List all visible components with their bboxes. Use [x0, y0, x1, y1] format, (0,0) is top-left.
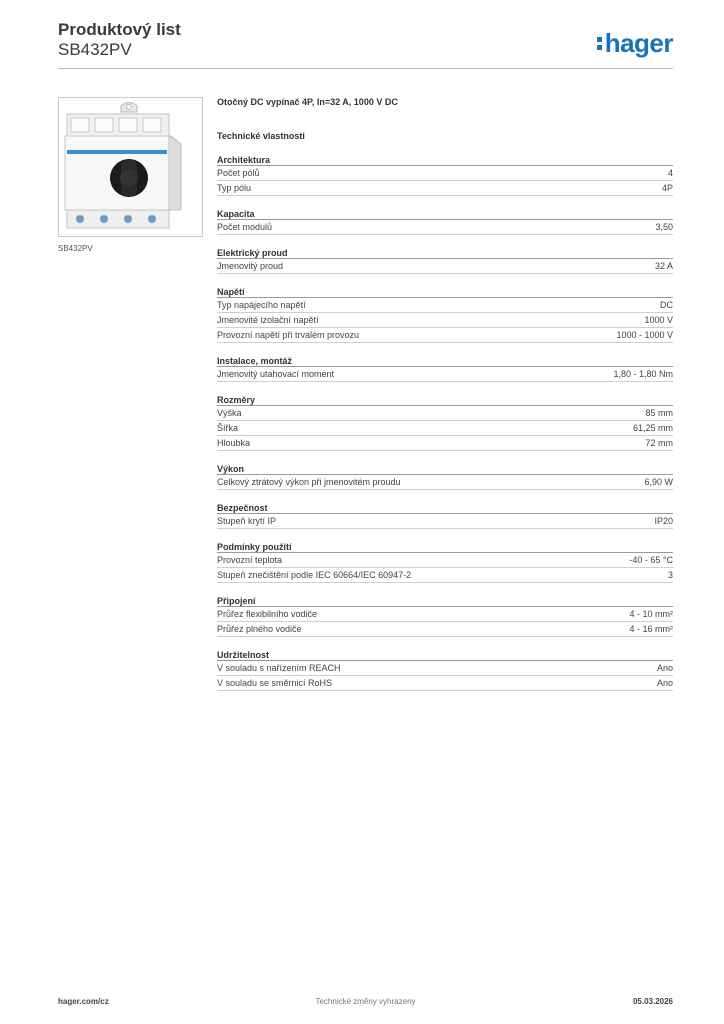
spec-groups	[217, 155, 673, 691]
spec-value: 1000 V	[644, 315, 673, 325]
spec-value: 4 - 10 mm²	[629, 609, 673, 619]
spec-label: Průřez flexibilního vodiče	[217, 609, 318, 619]
spec-group-title: Instalace, montáž	[217, 356, 673, 367]
spec-row	[217, 181, 673, 196]
spec-content	[217, 97, 673, 691]
spec-row	[217, 406, 673, 421]
spec-row	[217, 328, 673, 343]
logo-text: hager	[604, 28, 673, 58]
spec-value: 1,80 - 1,80 Nm	[613, 369, 673, 379]
product-image	[58, 97, 203, 237]
product-code: SB432PV	[58, 40, 132, 59]
footer-notice: Technické změny vyhrazeny	[315, 997, 416, 1006]
spec-group	[217, 650, 673, 691]
spec-group-title: Rozměry	[217, 395, 673, 406]
spec-value: -40 - 65 °C	[629, 555, 673, 565]
spec-value: 4	[667, 168, 673, 178]
spec-label: Stupeň znečištění podle IEC 60664/IEC 60947-2	[217, 570, 412, 580]
spec-label: V souladu s nařízením REACH	[217, 663, 341, 673]
spec-row	[217, 607, 673, 622]
spec-row	[217, 475, 673, 490]
spec-group-title: Připojení	[217, 596, 673, 607]
spec-row	[217, 568, 673, 583]
spec-group	[217, 356, 673, 382]
spec-row	[217, 259, 673, 274]
product-description: Otočný DC vypínač 4P, In=32 A, 1000 V DC	[217, 97, 398, 107]
spec-value: 72 mm	[645, 438, 673, 448]
spec-group	[217, 395, 673, 451]
spec-row	[217, 676, 673, 691]
spec-row	[217, 421, 673, 436]
spec-row	[217, 661, 673, 676]
spec-label: Šířka	[217, 423, 239, 433]
spec-row	[217, 514, 673, 529]
spec-value: Ano	[656, 678, 673, 688]
spec-value: 61,25 mm	[632, 423, 673, 433]
spec-value: 3	[667, 570, 673, 580]
spec-group-title: Kapacita	[217, 209, 673, 220]
spec-group	[217, 155, 673, 196]
spec-group	[217, 209, 673, 235]
spec-group	[217, 248, 673, 274]
spec-row	[217, 553, 673, 568]
spec-group-title: Bezpečnost	[217, 503, 673, 514]
spec-group-title: Napětí	[217, 287, 673, 298]
spec-label: Počet modulů	[217, 222, 273, 232]
spec-group	[217, 287, 673, 343]
spec-value: 6,90 W	[644, 477, 673, 487]
spec-row	[217, 367, 673, 382]
spec-label: Provozní teplota	[217, 555, 283, 565]
logo-mark-icon	[597, 35, 603, 51]
spec-group-title: Podmínky použití	[217, 542, 673, 553]
spec-group	[217, 464, 673, 490]
footer-date: 05.03.2026	[632, 997, 673, 1006]
spec-value: DC	[660, 300, 673, 310]
spec-group	[217, 542, 673, 583]
spec-label: Počet pólů	[217, 168, 260, 178]
spec-value: 4 - 16 mm²	[629, 624, 673, 634]
spec-value: 4P	[661, 183, 673, 193]
spec-group-title: Architektura	[217, 155, 673, 166]
spec-value: 32 A	[654, 261, 673, 271]
spec-label: Celkový ztrátový výkon při jmenovitém proudu	[217, 477, 401, 487]
spec-row	[217, 166, 673, 181]
spec-value: 85 mm	[645, 408, 673, 418]
image-caption: SB432PV	[58, 244, 93, 253]
footer-website[interactable]: hager.com/cz	[58, 997, 109, 1006]
spec-value: Ano	[656, 663, 673, 673]
spec-label: Jmenovitý utahovací moment	[217, 369, 335, 379]
spec-row	[217, 436, 673, 451]
spec-label: Výška	[217, 408, 242, 418]
spec-group	[217, 596, 673, 637]
spec-heading: Technické vlastnosti	[217, 131, 305, 141]
spec-group-title: Udržitelnost	[217, 650, 673, 661]
spec-label: Průřez plného vodiče	[217, 624, 302, 634]
document-title: Produktový list	[58, 20, 181, 39]
spec-label: Stupeň krytí IP	[217, 516, 277, 526]
hager-logo	[597, 28, 673, 59]
spec-group	[217, 503, 673, 529]
spec-label: V souladu se směrnicí RoHS	[217, 678, 333, 688]
rotary-switch-illustration	[59, 98, 202, 236]
spec-value: IP20	[654, 516, 673, 526]
spec-row	[217, 622, 673, 637]
spec-label: Typ napájecího napětí	[217, 300, 306, 310]
spec-row	[217, 220, 673, 235]
spec-label: Jmenovité izolační napětí	[217, 315, 319, 325]
spec-group-title: Výkon	[217, 464, 673, 475]
spec-label: Jmenovitý proud	[217, 261, 284, 271]
spec-label: Hloubka	[217, 438, 251, 448]
spec-value: 3,50	[655, 222, 673, 232]
document-header	[58, 20, 673, 70]
spec-row	[217, 298, 673, 313]
header-divider	[58, 68, 673, 69]
spec-label: Typ pólu	[217, 183, 252, 193]
spec-row	[217, 313, 673, 328]
spec-label: Provozní napětí při trvalém provozu	[217, 330, 360, 340]
spec-value: 1000 - 1000 V	[616, 330, 673, 340]
spec-group-title: Elektrický proud	[217, 248, 673, 259]
